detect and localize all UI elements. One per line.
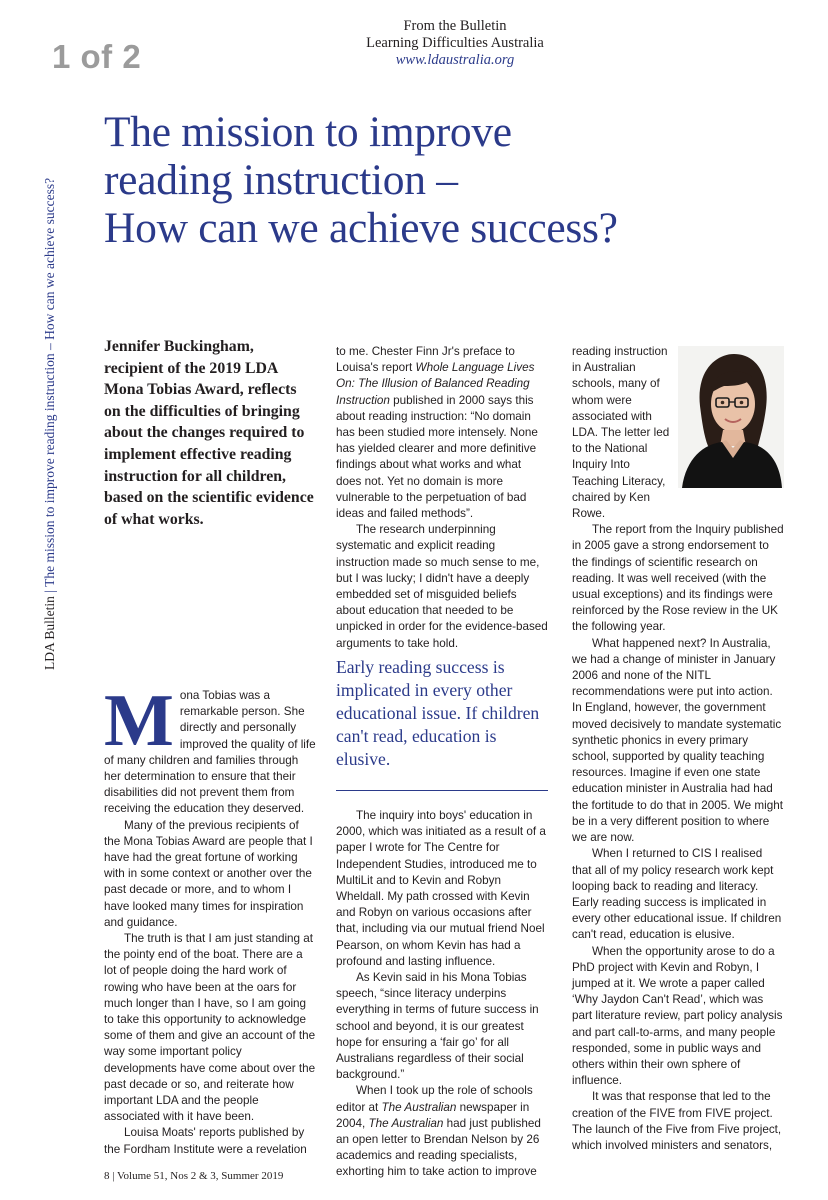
body-paragraph: When I took up the role of schools editor at The Australian newspaper in 2004, The Australian had just published an open letter to Brendan Nelson by 26 academics and reading specialists, exhorting him to take action to improve: [336, 1084, 541, 1179]
body-paragraph: When the opportunity arose to do a PhD project with Kevin and Robyn, I jumped at it. We wrote a paper called ‘Why Jaydon Can't Read’, which was part literature review, part policy analysis and part call-to-arms, and many people responded, some in public ways and others within their own sphere of influence.: [572, 944, 783, 1088]
author-name: Jennifer Buckingham: [104, 338, 250, 355]
report-title: Whole Language Lives On: The Illusion of Balanced Reading Instruction: [336, 361, 535, 407]
side-running-title: [38, 100, 62, 670]
drop-cap: M: [104, 680, 174, 762]
body-column-2-top: [336, 344, 548, 652]
masthead: [330, 18, 580, 69]
body-paragraph: The inquiry into boys' education in 2000, which was initiated as a result of a paper I wrote for The Centre for Independent Studies, introduced me to MultiLit and to Kevin and Robyn Wheldall. My path crossed with Kevin and Robyn on various occasions after that, including via our mutual friend Noel Pearson, on whom Kevin has had a profound and lasting influence.: [336, 809, 546, 968]
pull-quote: Early reading success is implicated in every other educational issue. If children can't read, education is elusive.: [336, 657, 540, 769]
page-footer: 8 | Volume 51, Nos 2 & 3, Summer 2019: [104, 1170, 284, 1182]
body-paragraph: Mona Tobias was a remarkable person. She directly and personally improved the quality of life of many children and families through her determination to ensure that their disabilities did not prevent them from receiving the education they deserved.: [104, 680, 316, 816]
standfirst-text: , recipient of the 2019 LDA Mona Tobias Award, reflects on the difficulties of bringing about the changes required to implement effective reading instruction for all children, based on the scientific evidence of what works.: [104, 338, 314, 528]
body-paragraph: What happened next? In Australia, we had a change of minister in January 2006 and none of the NITL recommendations were put into action. In England, however, the government moved decisively to mandate systematic synthetic phonics in every primary school, supported by quality teaching resources. Imagine if even one state education minister in Australia had had the fortitude to do that in 2005. We might be in a very different position to where we are now.: [572, 636, 783, 845]
side-title: The mission to improve reading instruction – How can we achieve success?: [42, 177, 57, 587]
article-headline: [104, 108, 784, 252]
body-paragraph: As Kevin said in his Mona Tobias speech, “since literacy underpins everything in terms of future success in school and beyond, it is our greatest hope for ensuring a ‘fair go’ for all Australians regardless of their social background.”: [336, 971, 539, 1082]
body-column-1: [104, 680, 316, 1158]
body-paragraph: When I returned to CIS I realised that all of my policy research work kept looping back to reading and literacy. Early reading success is implicated in every other educational issue. If children can't read, education is elusive.: [572, 847, 782, 942]
body-paragraph: The research underpinning systematic and explicit reading instruction made so much sense to me, but I was lucky; I didn't have a deeply embedded set of misguided beliefs about education that needed to be unpicked in order for the evidence-based arguments to take hold.: [336, 523, 548, 650]
masthead-line1: From the Bulletin: [403, 18, 507, 34]
headline-line1: The mission to improve: [104, 108, 512, 156]
side-publication: LDA Bulletin: [42, 596, 57, 670]
headline-line2: reading instruction –: [104, 156, 458, 204]
headline-line3: How can we achieve success?: [104, 204, 618, 252]
pull-quote-divider: [336, 790, 548, 791]
body-paragraph: The report from the Inquiry published in 2005 gave a strong endorsement to the findings of scientific research on reading. It was well received (with the usual exceptions) and its findings were reinforced by the Rose review in the UK the following year.: [572, 523, 784, 634]
body-paragraph: to me. Chester Finn Jr's preface to Louisa's report Whole Language Lives On: The Illusion of Balanced Reading Instruction published in 2000 says this about reading instruction: “No domain has been studied more intensely. None has yielded clearer and more definitive findings about what works and what does not. Yet no domain is more vulnerable to the perpetuation of bad ideas and failed methods”.: [336, 345, 538, 521]
body-column-3: [572, 344, 784, 1154]
side-separator: |: [42, 586, 57, 597]
body-paragraph: It was that response that led to the creation of the FIVE from FIVE project. The launch of the Five from Five project, which involved ministers and senators,: [572, 1090, 782, 1152]
body-column-2-bottom: [336, 808, 548, 1181]
page-counter: 1 of 2: [52, 38, 142, 75]
standfirst: [104, 336, 316, 530]
body-paragraph: reading instruction in Australian schools, many of whom were associated with LDA. The letter led to the National Inquiry Into Teaching Literacy, chaired by Ken Rowe.: [572, 345, 670, 521]
masthead-line2: Learning Difficulties Australia: [366, 35, 544, 51]
body-paragraph: Many of the previous recipients of the Mona Tobias Award are people that I have had the great fortune of working with in some context or another over the past decade or more, and to whom I have looked many times for inspiration and guidance.: [104, 818, 313, 929]
body-paragraph: The truth is that I am just standing at the pointy end of the boat. There are a lot of people doing the hard work of rowing who have been at the oars for much longer than I have, so I am going to take this opportunity to acknowledge some of them and give an account of the way some important policy developments have come about over the past decade or so, and reiterate how important LDA and the people associated with it have been.: [104, 932, 316, 1124]
masthead-url[interactable]: www.ldaustralia.org: [395, 52, 515, 68]
body-paragraph: Louisa Moats' reports published by the Fordham Institute were a revelation: [104, 1126, 307, 1156]
